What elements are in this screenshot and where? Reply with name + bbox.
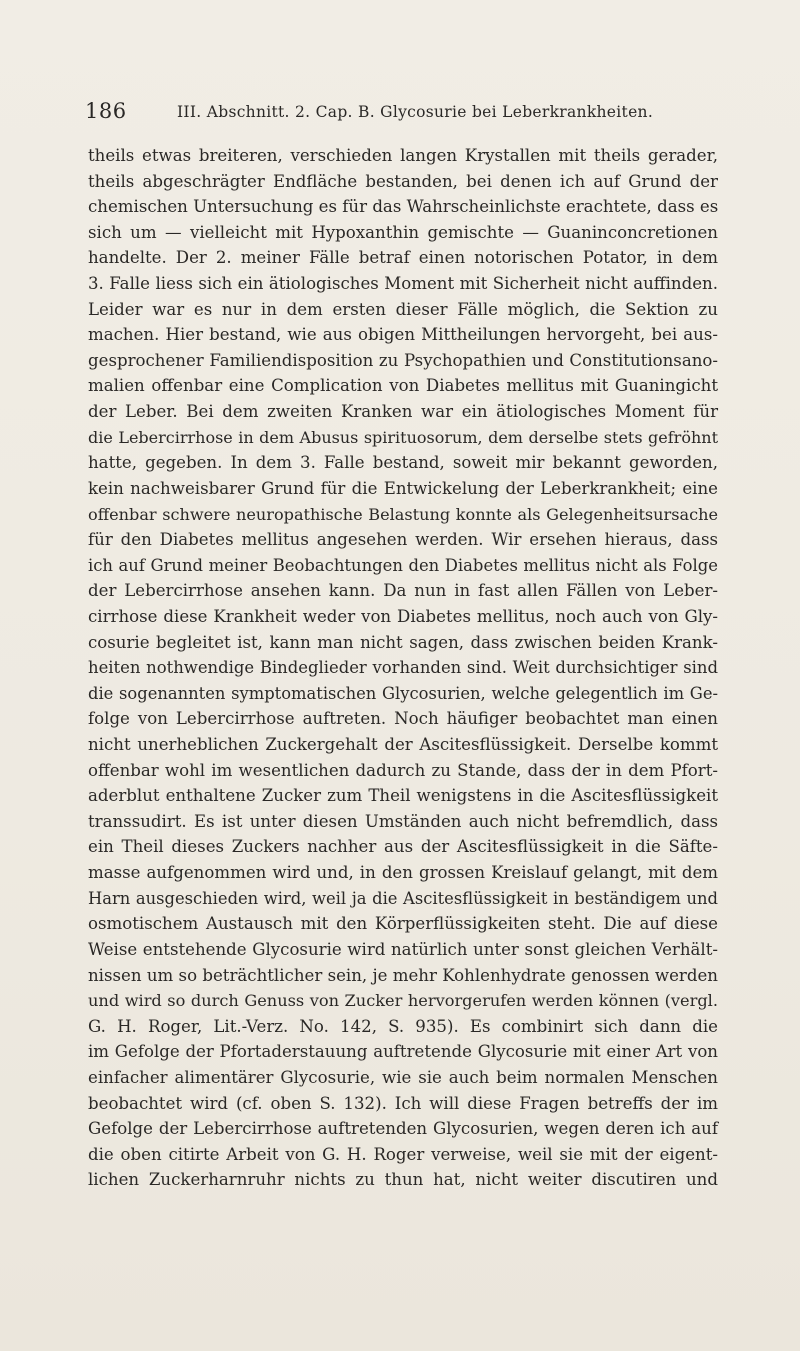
text-line: und wird so durch Genuss von Zucker hervorgerufen werden können (vergl. xyxy=(88,991,718,1011)
text-line: Weise entstehende Glycosurie wird natürlich unter sonst gleichen Verhält- xyxy=(88,939,718,959)
text-line: Harn ausgeschieden wird, weil ja die Ascitesflüssigkeit in beständigem und xyxy=(88,888,718,908)
text-line: cosurie begleitet ist, kann man nicht sagen, dass zwischen beiden Krank- xyxy=(88,632,718,652)
text-line: 3. Falle liess sich ein ätiologisches Moment mit Sicherheit nicht auffinden. xyxy=(88,274,718,294)
text-line: G. H. Roger, Lit.-Verz. No. 142, S. 935). Es combinirt sich dann die xyxy=(88,1016,718,1036)
text-line: der Lebercirrhose ansehen kann. Da nun in fast allen Fällen von Leber- xyxy=(88,581,718,601)
text-line: Leider war es nur in dem ersten dieser Fälle möglich, die Sektion zu xyxy=(88,299,718,319)
text-line: machen. Hier bestand, wie aus obigen Mittheilungen hervorgeht, bei aus- xyxy=(88,325,718,345)
text-line: die Lebercirrhose in dem Abusus spirituosorum, dem derselbe stets gefröhnt xyxy=(88,427,718,447)
text-line: nicht unerheblichen Zuckergehalt der Ascitesflüssigkeit. Derselbe kommt xyxy=(88,735,718,755)
text-line: sich um — vielleicht mit Hypoxanthin gemischte — Guaninconcretionen xyxy=(88,222,718,242)
text-line: theils etwas breiteren, verschieden langen Krystallen mit theils gerader, xyxy=(88,146,718,165)
text-line: offenbar wohl im wesentlichen dadurch zu Stande, dass der in dem Pfort- xyxy=(88,760,718,780)
text-line: aderblut enthaltene Zucker zum Theil wenigstens in die Ascitesflüssigkeit xyxy=(88,786,718,806)
text-line: einfacher alimentärer Glycosurie, wie sie auch beim normalen Menschen xyxy=(88,1067,718,1087)
text-line: lichen Zuckerharnruhr nichts zu thun hat, nicht weiter discutiren und xyxy=(88,1170,718,1190)
text-line: für den Diabetes mellitus angesehen werden. Wir ersehen hieraus, dass xyxy=(88,530,718,550)
text-line: ein Theil dieses Zuckers nachher aus der Ascitesflüssigkeit in die Säfte- xyxy=(88,837,718,857)
text-line: folge von Lebercirrhose auftreten. Noch häufiger beobachtet man einen xyxy=(88,709,718,729)
text-line: chemischen Untersuchung es für das Wahrscheinlichste erachtete, dass es xyxy=(88,197,719,217)
text-line: nissen um so beträchtlicher sein, je mehr Kohlenhydrate genossen werden xyxy=(88,965,718,985)
page-header xyxy=(85,96,725,126)
body-text xyxy=(88,143,718,1193)
text-line: gesprochener Familiendisposition zu Psychopathien und Constitutionsano- xyxy=(88,350,718,370)
text-line: offenbar schwere neuropathische Belastung konnte als Gelegenheitsursache xyxy=(88,504,718,524)
text-line: cirrhose diese Krankheit weder von Diabetes mellitus, noch auch von Gly- xyxy=(88,606,718,626)
text-line: theils abgeschrägter Endfläche bestanden, bei denen ich auf Grund der xyxy=(88,171,718,191)
text-line: die oben citirte Arbeit von G. H. Roger verweise, weil sie mit der eigent- xyxy=(88,1144,718,1164)
text-line: malien offenbar eine Complication von Diabetes mellitus mit Guaningicht xyxy=(88,376,718,396)
text-line: transsudirt. Es ist unter diesen Umständen auch nicht befremdlich, dass xyxy=(88,811,718,831)
text-line: ich auf Grund meiner Beobachtungen den Diabetes mellitus nicht als Folge xyxy=(88,555,718,575)
text-line: kein nachweisbarer Grund für die Entwickelung der Leberkrankheit; eine xyxy=(88,478,718,498)
page-number: 186 xyxy=(85,99,127,123)
text-line: masse aufgenommen wird und, in den grossen Kreislauf gelangt, mit dem xyxy=(88,863,718,883)
text-line: hatte, gegeben. In dem 3. Falle bestand, soweit mir bekannt geworden, xyxy=(88,453,718,473)
text-line: der Leber. Bei dem zweiten Kranken war ein ätiologisches Moment für xyxy=(88,402,718,422)
text-line: osmotischem Austausch mit den Körperflüssigkeiten steht. Die auf diese xyxy=(88,914,718,934)
text-line: beobachtet wird (cf. oben S. 132). Ich will diese Fragen betreffs der im xyxy=(88,1093,718,1113)
text-line: Gefolge der Lebercirrhose auftretenden Glycosurien, wegen deren ich auf xyxy=(88,1119,718,1139)
text-line: handelte. Der 2. meiner Fälle betraf einen notorischen Potator, in dem xyxy=(88,248,718,268)
text-line: die sogenannten symptomatischen Glycosurien, welche gelegentlich im Ge- xyxy=(88,683,718,703)
text-line: im Gefolge der Pfortaderstauung auftretende Glycosurie mit einer Art von xyxy=(88,1042,718,1062)
running-head: III. Abschnitt. 2. Cap. B. Glycosurie bei Leberkrankheiten. xyxy=(177,103,654,121)
text-line: heiten nothwendige Bindeglieder vorhanden sind. Weit durchsichtiger sind xyxy=(88,658,718,678)
